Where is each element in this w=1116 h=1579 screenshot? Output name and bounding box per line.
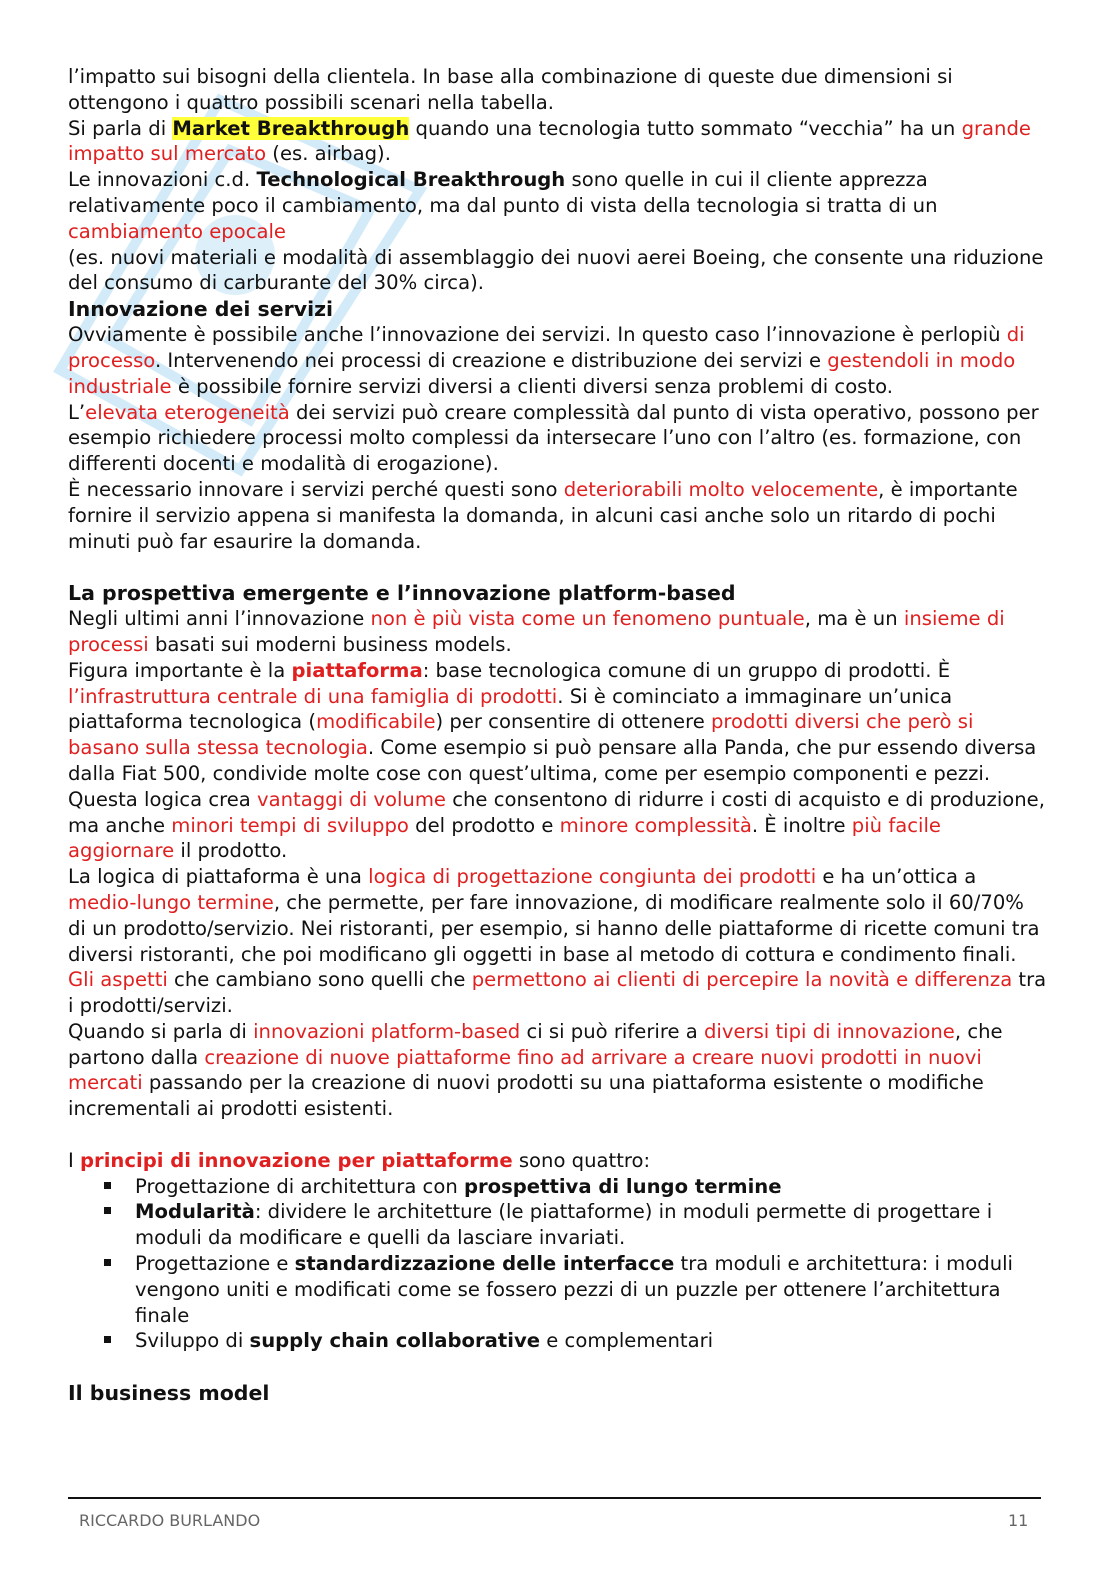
red-highlight: grande impatto sul mercato: [68, 116, 1031, 166]
red-highlight: gestendoli in modo industriale: [68, 348, 1016, 398]
text-span: quando una tecnologia tutto sommato “vecchia” ha un: [409, 116, 962, 140]
bold-term: supply chain collaborative: [249, 1329, 541, 1353]
spacer: [68, 554, 1048, 580]
text-span: e ha un’ottica a: [816, 865, 977, 889]
paragraph-boeing-example: [68, 245, 1048, 297]
text-span: , è importante fornire il servizio appena si manifesta la domanda, in alcuni casi anche solo un ritardo di pochi minuti può far esaurire la domanda.: [68, 477, 1018, 553]
text-span: ci si può riferire a: [520, 1019, 704, 1043]
footer-divider: [68, 1497, 1041, 1499]
red-highlight: medio-lungo termine: [68, 890, 274, 914]
text-span: , che partono dalla: [68, 1019, 1003, 1069]
red-highlight: l’infrastruttura centrale di una famiglia di prodotti: [68, 684, 558, 708]
list-item: [68, 1174, 1048, 1200]
text-span: dei servizi può creare complessità dal punto di vista operativo, possono per esempio richiedere processi molto complessi da intersecare l’uno con l’altro (es. formazione, con differenti docenti e modalità di erogazione).: [68, 400, 1039, 476]
text-span: Negli ultimi anni l’innovazione: [68, 607, 371, 631]
text-span: : base tecnologica comune di un gruppo di prodotti. È: [422, 658, 951, 682]
text-span: (es. airbag).: [266, 142, 391, 166]
text-span: del prodotto e: [408, 813, 560, 837]
red-highlight: non è più vista come un fenomeno puntuale: [370, 607, 805, 631]
term-piattaforma: piattaforma: [291, 658, 423, 682]
text-span: La logica di piattaforma è una: [68, 865, 369, 889]
text-span: Ovviamente è possibile anche l’innovazione dei servizi. In questo caso l’innovazione è perlopiù: [68, 323, 1007, 347]
text-span: Sviluppo di: [135, 1329, 250, 1353]
text-span: è possibile fornire servizi diversi a clienti diversi senza problemi di costo.: [171, 374, 893, 398]
paragraph-insieme-processi: [68, 606, 1048, 658]
red-highlight: diversi tipi di innovazione: [703, 1019, 955, 1043]
paragraph-deteriorabili: [68, 477, 1048, 554]
bullet-square-icon: [104, 1182, 111, 1189]
paragraph-logica-piattaforma: [68, 864, 1048, 967]
term-technological-breakthrough: Technological Breakthrough: [256, 168, 566, 192]
text-span: L’: [68, 400, 86, 424]
footer-author: RICCARDO BURLANDO: [79, 1511, 261, 1530]
bold-term: standardizzazione delle interfacce: [294, 1252, 675, 1276]
red-highlight: deteriorabili molto velocemente: [563, 477, 879, 501]
text-span: (es. nuovi materiali e modalità di assemblaggio dei nuovi aerei Boeing, che consente una riduzione del consumo di carburante del 30% circa).: [68, 245, 1044, 295]
red-highlight: vantaggi di volume: [257, 787, 446, 811]
text-span: che cambiano sono quelli che: [167, 968, 472, 992]
paragraph-eterogeneita: [68, 400, 1048, 477]
red-highlight: minore complessità: [559, 813, 752, 837]
term-principi-innovazione: principi di innovazione per piattaforme: [80, 1148, 513, 1172]
red-highlight: minori tempi di sviluppo: [171, 813, 409, 837]
text-span: , ma è un: [804, 607, 904, 631]
term-market-breakthrough: Market Breakthrough: [172, 116, 410, 140]
red-highlight: cambiamento epocale: [68, 219, 286, 243]
text-span: È necessario innovare i servizi perché questi sono: [68, 477, 564, 501]
document-page: [68, 64, 1048, 1406]
red-highlight: insieme di processi: [68, 607, 1005, 656]
text-span: sono quelle in cui il cliente apprezza relativamente poco il cambiamento, ma dal punto di vista della tecnologia si tratta di un: [68, 168, 938, 217]
paragraph-vantaggi-volume: [68, 787, 1048, 864]
heading-platform-based: La prospettiva emergente e l’innovazione platform-based: [68, 581, 736, 606]
text-span: l’impatto sui bisogni della clientela. In base alla combinazione di queste due dimensioni si ottengono i quattro possibili scenari nella tabella.: [68, 65, 953, 114]
text-span: tra moduli e architettura: i moduli vengono uniti e modificati come se fossero pezzi di un puzzle per ottenere l’architettura finale: [135, 1252, 1013, 1327]
spacer: [68, 1122, 1048, 1148]
red-highlight: elevata eterogeneità: [85, 400, 290, 424]
list-item: [68, 1251, 1048, 1328]
text-span: Le innovazioni c.d.: [68, 168, 257, 192]
bullet-square-icon: [104, 1207, 111, 1214]
red-highlight: modificabile: [316, 710, 436, 734]
text-span: . Si è cominciato a immaginare un’unica piattaforma tecnologica (: [68, 684, 953, 734]
text-span: , che permette, per fare innovazione, di modificare realmente solo il 60/70% di un prodotto/servizio. Nei ristoranti, per esempio, si hanno delle piattaforme di ricette comuni tra diversi ristoranti, che poi modificano gli oggetti in base al metodo di cottura e condimento finali.: [68, 890, 1040, 966]
text-span: e complementari: [540, 1329, 714, 1353]
heading-innovazione-servizi: Innovazione dei servizi: [68, 297, 334, 322]
text-span: . Intervenendo nei processi di creazione e distribuzione dei servizi e: [154, 348, 828, 372]
text-span: : dividere le architetture (le piattaforme) in moduli permette di progettare i moduli da modificare e quelli da lasciare invariati.: [135, 1200, 993, 1250]
paragraph-aspetti: [68, 967, 1048, 1019]
bold-term: Modularità: [135, 1200, 255, 1224]
text-span: . È inoltre: [751, 813, 852, 837]
paragraph-market-breakthrough: [68, 116, 1048, 168]
red-highlight: prodotti diversi che però si basano sulla stessa tecnologia: [68, 710, 974, 760]
paragraph-platform-based-tipi: [68, 1019, 1048, 1122]
paragraph-scenari: [68, 64, 1048, 116]
text-span: basati sui moderni business models.: [148, 632, 512, 656]
bullet-square-icon: [104, 1336, 111, 1343]
text-span: ) per consentire di ottenere: [435, 710, 711, 734]
red-highlight: innovazioni platform-based: [253, 1019, 521, 1043]
red-highlight: più facile aggiornare: [68, 813, 941, 863]
text-span: tra i prodotti/servizi.: [68, 968, 1047, 1018]
text-span: Questa logica crea: [68, 787, 258, 811]
text-span: il prodotto.: [174, 839, 288, 863]
text-span: Figura importante è la: [68, 658, 292, 682]
paragraph-principi: [68, 1148, 1048, 1174]
red-highlight: di processo: [68, 323, 1025, 372]
text-span: . Come esempio si può pensare alla Panda, che pur essendo diversa dalla Fiat 500, condivide molte cose con quest’ultima, come per esempio componenti e pezzi.: [68, 736, 1037, 785]
page-number: 11: [1008, 1511, 1029, 1530]
red-highlight: Gli aspetti: [68, 968, 168, 992]
paragraph-servizi-processo: [68, 322, 1048, 399]
text-span: passando per la creazione di nuovi prodotti su una piattaforma esistente o modifiche incrementali ai prodotti esistenti.: [68, 1071, 984, 1121]
bullet-square-icon: [104, 1259, 111, 1266]
red-highlight: permettono ai clienti di percepire la novità e differenza: [471, 968, 1013, 992]
red-highlight: logica di progettazione congiunta dei prodotti: [368, 865, 817, 889]
principles-list: [68, 1174, 1048, 1355]
paragraph-piattaforma: [68, 658, 1048, 787]
spacer: [68, 1354, 1048, 1380]
red-highlight: creazione di nuove piattaforme fino ad arrivare a creare nuovi prodotti in nuovi mercati: [68, 1045, 982, 1095]
list-item: [68, 1199, 1048, 1251]
text-span: sono quattro:: [512, 1148, 651, 1172]
text-span: Quando si parla di: [68, 1019, 254, 1043]
text-span: I: [68, 1148, 81, 1172]
text-span: Si parla di: [68, 116, 173, 140]
text-span: Progettazione e: [135, 1252, 295, 1276]
bold-term: prospettiva di lungo termine: [463, 1174, 782, 1198]
text-span: Progettazione di architettura con: [135, 1174, 464, 1198]
heading-business-model: Il business model: [68, 1381, 270, 1406]
list-item: [68, 1328, 1048, 1354]
paragraph-technological-breakthrough: [68, 167, 1048, 244]
text-span: che consentono di ridurre i costi di acquisto e di produzione, ma anche: [68, 787, 1045, 837]
